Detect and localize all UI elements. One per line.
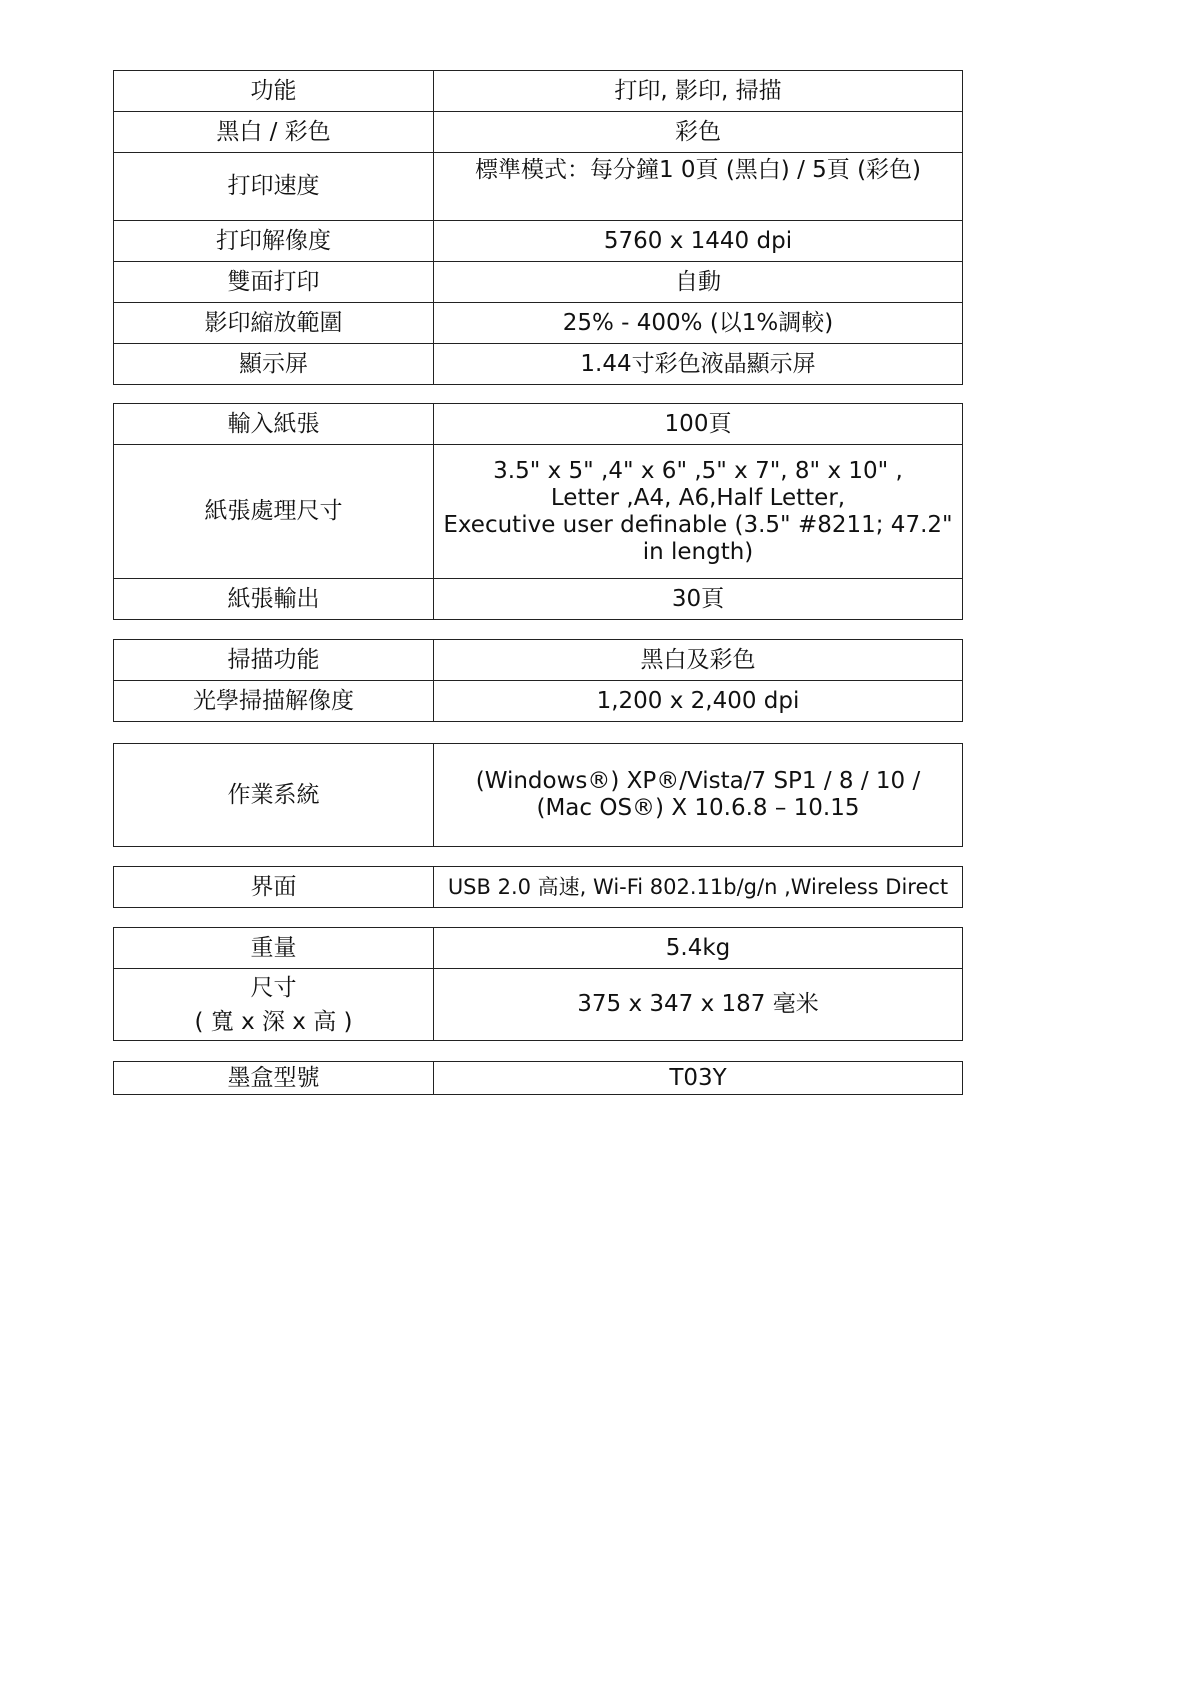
spec-label: 打印速度 xyxy=(114,153,434,221)
spec-label: 顯示屏 xyxy=(114,344,434,385)
spec-row-print-resolution xyxy=(114,221,963,262)
spec-row-scan-function xyxy=(114,640,963,681)
spec-label: 光學掃描解像度 xyxy=(114,681,434,722)
spec-label: 黑白 / 彩色 xyxy=(114,112,434,153)
spec-value: T03Y xyxy=(434,1062,963,1095)
spec-label: 功能 xyxy=(114,71,434,112)
spec-label: 作業系統 xyxy=(114,744,434,847)
print-spec-table xyxy=(113,70,963,385)
spec-value: 1,200 x 2,400 dpi xyxy=(434,681,963,722)
spec-label: 尺寸 ( 寬 x 深 x 高 ) xyxy=(114,969,434,1041)
spec-row-weight xyxy=(114,928,963,969)
spec-row-copy-zoom xyxy=(114,303,963,344)
spec-row-print-speed xyxy=(114,153,963,221)
spec-label: 影印縮放範圍 xyxy=(114,303,434,344)
spec-label: 雙面打印 xyxy=(114,262,434,303)
spec-row-interface xyxy=(114,867,963,908)
spec-label: 界面 xyxy=(114,867,434,908)
spec-value: 1.44寸彩色液晶顯示屏 xyxy=(434,344,963,385)
spec-value: 彩色 xyxy=(434,112,963,153)
spec-label: 掃描功能 xyxy=(114,640,434,681)
spec-row-color-mode xyxy=(114,112,963,153)
spec-value: 5.4kg xyxy=(434,928,963,969)
interface-spec-table xyxy=(113,866,963,908)
spec-label: 打印解像度 xyxy=(114,221,434,262)
physical-spec-table xyxy=(113,927,963,1041)
os-spec-table xyxy=(113,743,963,847)
ink-spec-table xyxy=(113,1061,963,1095)
spec-row-function xyxy=(114,71,963,112)
spec-value: 30頁 xyxy=(434,579,963,620)
paper-spec-table xyxy=(113,403,963,620)
spec-value: 375 x 347 x 187 毫米 xyxy=(434,969,963,1041)
spec-value: 黑白及彩色 xyxy=(434,640,963,681)
spec-row-ink-model xyxy=(114,1062,963,1095)
spec-row-duplex xyxy=(114,262,963,303)
spec-value: (Windows®) XP®/Vista/7 SP1 / 8 / 10 / (Mac OS®) X 10.6.8 – 10.15 xyxy=(434,744,963,847)
spec-value: USB 2.0 高速, Wi-Fi 802.11b/g/n ,Wireless Direct xyxy=(434,867,963,908)
spec-label: 輸入紙張 xyxy=(114,404,434,445)
spec-row-paper-size xyxy=(114,445,963,579)
spec-label: 紙張輸出 xyxy=(114,579,434,620)
spec-label: 墨盒型號 xyxy=(114,1062,434,1095)
spec-label: 重量 xyxy=(114,928,434,969)
spec-row-display xyxy=(114,344,963,385)
spec-row-paper-output xyxy=(114,579,963,620)
spec-value: 打印, 影印, 掃描 xyxy=(434,71,963,112)
spec-value: 100頁 xyxy=(434,404,963,445)
spec-value: 標準模式：每分鐘1 0頁 (黑白) / 5頁 (彩色) xyxy=(434,153,963,221)
spec-row-os xyxy=(114,744,963,847)
spec-value: 5760 x 1440 dpi xyxy=(434,221,963,262)
spec-value: 25% - 400% (以1%調較) xyxy=(434,303,963,344)
scan-spec-table xyxy=(113,639,963,722)
spec-row-dimensions xyxy=(114,969,963,1041)
spec-label: 紙張處理尺寸 xyxy=(114,445,434,579)
spec-value: 3.5" x 5" ,4" x 6" ,5" x 7", 8" x 10" , Letter ,A4, A6,Half Letter, Executive user definable (3.5" #8211; 47.2" in length) xyxy=(434,445,963,579)
spec-row-scan-resolution xyxy=(114,681,963,722)
spec-row-paper-input xyxy=(114,404,963,445)
spec-value: 自動 xyxy=(434,262,963,303)
